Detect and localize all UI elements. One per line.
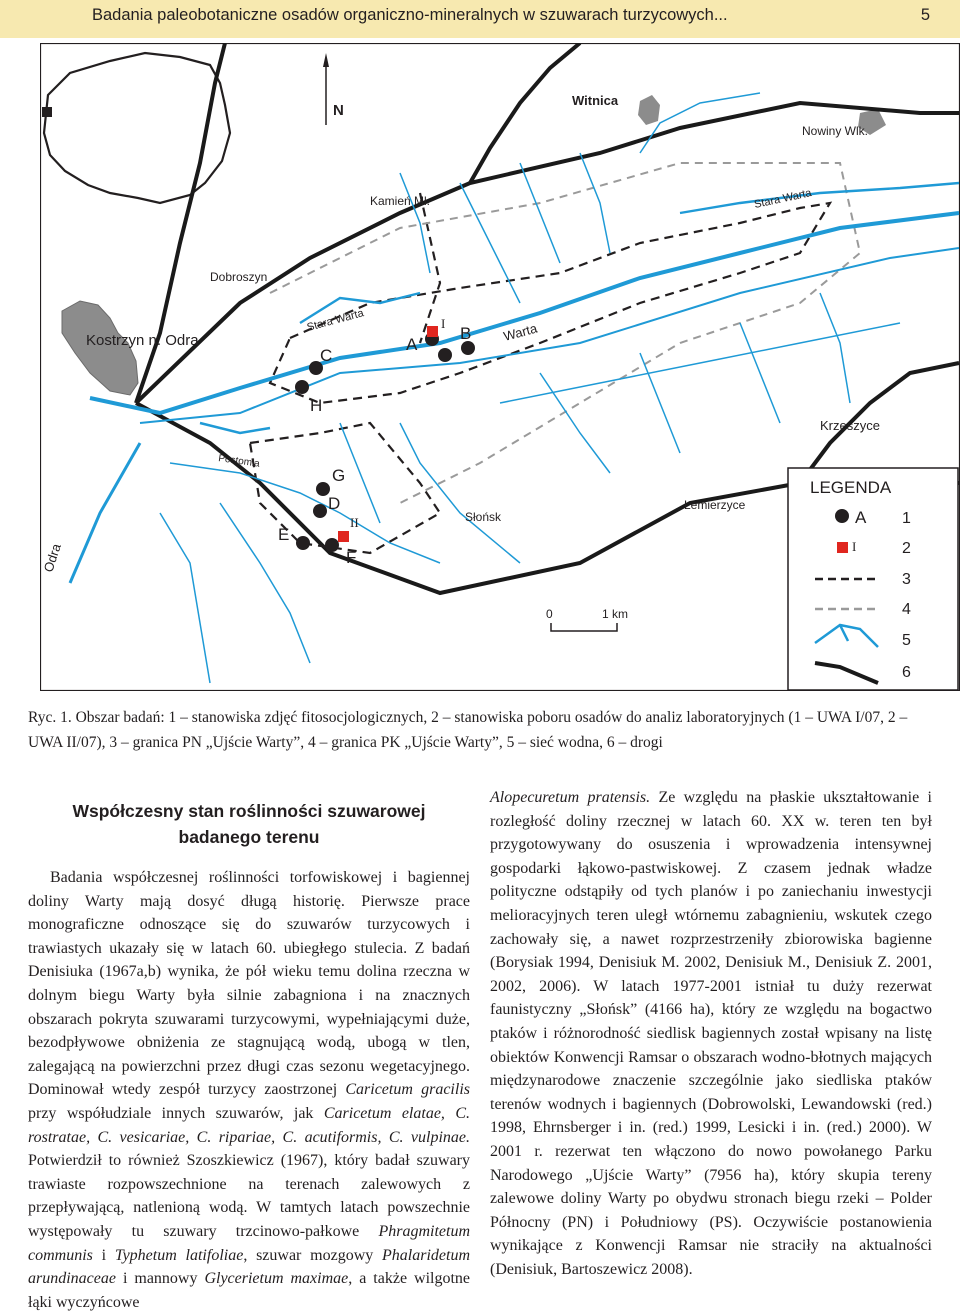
legend <box>788 468 958 690</box>
species-name: Caricetum gracilis <box>345 1081 470 1099</box>
text-run: i mannowy <box>115 1270 205 1288</box>
legend-sample-label: I <box>852 539 857 554</box>
sample-1-marker <box>427 326 438 337</box>
site-b-label: B <box>460 324 472 343</box>
study-area-map <box>40 43 960 691</box>
label-stara-warta-west: Stara Warta <box>305 307 366 334</box>
species-name: Typhetum latifoliae <box>114 1246 244 1264</box>
site-e-label: E <box>278 525 290 544</box>
legend-site-symbol <box>835 509 849 523</box>
legend-item-2: 2 <box>902 540 911 557</box>
running-title: Badania paleobotaniczne osadów organiczno-mineralnych w szuwarach turzycowych... <box>92 6 728 24</box>
section-heading-line-2: badanego terenu <box>178 827 320 847</box>
site-e-marker <box>296 536 310 550</box>
north-label: N <box>333 102 344 119</box>
site-b-marker <box>461 341 475 355</box>
site-d-label: D <box>328 494 341 513</box>
site-d-marker <box>313 504 327 518</box>
legend-sample-symbol <box>837 542 848 553</box>
text-run: Badania współczesnej roślinności torfowiskowej i bagiennej doliny Warty mają dosyć długą historię. Pierwsze prace monograficzne odnoszące się do szuwarów turzycowych i trawiastych ukazały się w latach 60. ubiegłego stulecia. Z badań Denisiuka (1967a,b) wynika, że pół wieku temu dolina rzeczna w dolnym biegu Warty była silnie zabagniona i na znacznych obszarach pokryta szuwarami turzycowymi, wypełniającymi duże, bezodpływowe obniżenia ze stagnującą wodą, ubogą w tlen, zalegającą na powierzchni przez długi czas sezonu wegetacyjnego. Dominował wtedy zespół turzycy zaostrzonej <box>28 869 470 1099</box>
running-header <box>0 0 960 38</box>
legend-item-3: 3 <box>902 571 911 588</box>
page-number: 5 <box>920 6 930 24</box>
text-run: i <box>92 1246 115 1264</box>
body-paragraph-left <box>28 866 470 1314</box>
species-name: Phragmitetum communis <box>28 1222 470 1264</box>
site-a-label: A <box>406 335 418 354</box>
site-h-marker <box>295 380 309 394</box>
location-marker <box>42 107 52 117</box>
site-f-marker <box>325 538 339 552</box>
body-paragraph-right <box>490 786 932 1281</box>
label-stara-warta-east: Stara Warta <box>753 187 813 211</box>
text-run: , szuwar mozgowy <box>243 1246 382 1264</box>
label-lemierzyce: Lemierzyce <box>684 498 746 512</box>
species-name: Glycerietum maximae <box>204 1270 349 1288</box>
label-krzeszyce: Krzeszyce <box>820 418 880 433</box>
species-name: Alopecuretum pratensis. <box>490 789 651 806</box>
left-column <box>28 798 470 1314</box>
label-nowiny: Nowiny Wlk. <box>802 124 869 138</box>
label-kostrzyn: Kostrzyn n. Odra <box>86 332 199 349</box>
label-warta: Warta <box>501 320 539 344</box>
site-f-label: F <box>346 548 357 567</box>
scale-zero: 0 <box>546 607 553 621</box>
legend-item-4: 4 <box>902 601 911 618</box>
legend-item-5: 5 <box>902 632 911 649</box>
label-odra: Odra <box>40 541 64 574</box>
text-run: przy współudziale innych szuwarów, jak <box>28 1104 324 1122</box>
label-kamien: Kamień Ml. <box>370 194 431 208</box>
label-slonsk: Słońsk <box>465 510 502 524</box>
label-dobroszyn: Dobroszyn <box>210 270 268 284</box>
legend-site-letter: A <box>855 508 867 527</box>
species-list: Caricetum elatae, C. rostratae, C. vesicariae, C. ripariae, C. acutiformis, C. vulpinae. <box>28 1104 471 1146</box>
site-g-label: G <box>332 466 346 485</box>
legend-title: LEGENDA <box>810 478 892 497</box>
text-run: Potwierdził to również Szoszkiewicz (1967), który badał szuwary trawiaste rozpowszechnione na terenach zalewowych z przepływającą, natlenioną wodą. W tamtych latach powszechnie występowały tu szuwary trzcinowo-pałkowe <box>28 1152 470 1240</box>
sample-2-label: II <box>350 515 359 530</box>
text-run: Ze względu na płaskie ukształtowanie i rozległość doliny rzecznej w latach 60. XX w. teren ten był przygotowywany do osuszenia i wprowadzenia intensywnej gospodarki łąkowo-pastwiskowej. Z czasem jednak władze polityczne odstąpiły od tych planów i po zaniechaniu inwestycji melioracyjnych teren uległ wtórnemu zabagnieniu, wskutek czego zachowały się, a nawet rozprzestrzeniły zbiorowiska bagienne (Borysiak 1994, Denisiuk M. 2002, Denisiuk M., Denisiuk Z. 2001, 2002, 2006). W latach 1977-2001 istniał tu duży rezerwat faunistyczny „Słońsk” (4166 ha), który ze względu na bogactwo ptaków i różnorodność siedlisk bagiennych został wpisany na listę obiektów Konwencji Ramsar o obszarach wodno-błotnych mających międzynarodowe znaczenie szczególnie jako siedliska ptaków terenów wodnych i bagiennych (Dobrowolski, Lewandowski (red.) 1998, Ehrnsberger i in. (red.) 1999, Lesicki i in. (red.) 2000). W 2001 r. rezerwat ten włączono do nowo powołanego Parku Narodowego „Ujście Warty” (7956 ha), który skupia tereny zalewowe doliny Warty po obydwu stronach biegu rzeki – Polder Północny (PN) i Południowy (PS). Oczywiście postanowienia wynikające z Konwencji Ramsar nie straciły na aktualności (Denisiuk, Bartoszewicz 2008). <box>490 789 932 1278</box>
text-run: , a także wilgotne łąki wyczyńcowe <box>28 1270 470 1311</box>
sample-2-marker <box>338 531 349 542</box>
species-name: Phalaridetum arundinaceae <box>28 1246 470 1288</box>
right-column <box>490 786 932 1281</box>
scale-km: 1 km <box>602 607 629 621</box>
legend-item-6: 6 <box>902 664 911 681</box>
section-heading <box>28 798 470 850</box>
site-x-marker <box>438 348 452 362</box>
site-h-label: H <box>310 396 323 415</box>
legend-item-1: 1 <box>902 510 911 527</box>
figure-caption: Ryc. 1. Obszar badań: 1 – stanowiska zdjęć fitosocjologicznych, 2 – stanowiska poboru osadów do analiz laboratoryjnych (1 – UWA I/07, 2 – UWA II/07), 3 – granica PN „Ujście Warty”, 4 – granica PK „Ujście Warty”, 5 – sieć wodna, 6 – drogi <box>28 709 908 751</box>
site-c-label: C <box>320 346 333 365</box>
label-postomia: Postomia <box>217 453 261 470</box>
sample-1-label: I <box>441 316 446 331</box>
label-witnica: Witnica <box>572 93 619 108</box>
section-heading-line-1: Współczesny stan roślinności szuwarowej <box>72 801 426 821</box>
